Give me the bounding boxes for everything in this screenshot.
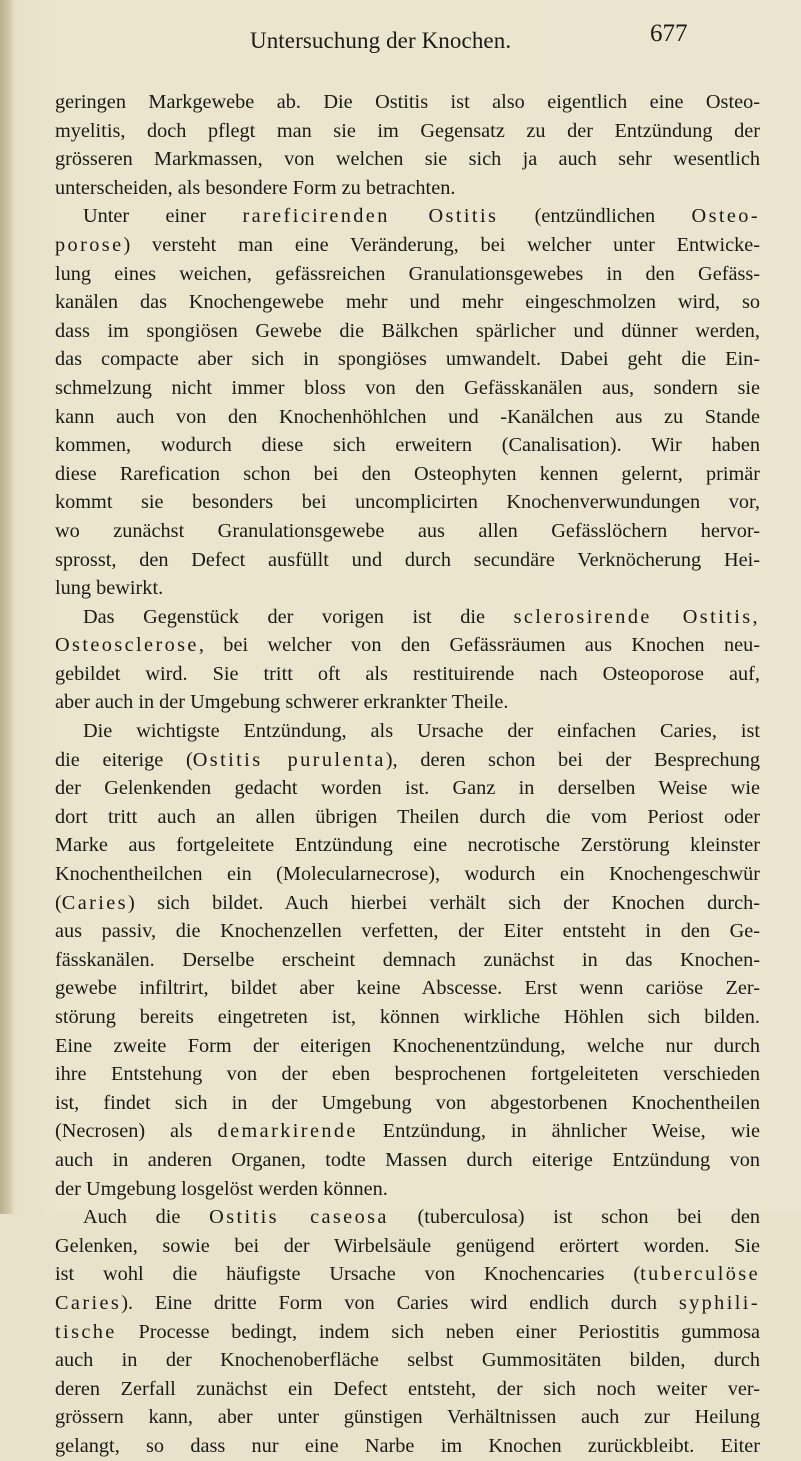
text-line xyxy=(55,345,760,374)
text-line xyxy=(55,1318,760,1347)
text-line xyxy=(55,1375,760,1404)
text-segment: geringen Markgewebe ab. Die Ostitis ist also eigentlich eine Osteo- xyxy=(55,91,760,113)
text-segment: unterscheiden, als besondere Form zu betrachten. xyxy=(55,176,456,199)
text-line xyxy=(55,431,760,460)
text-line xyxy=(55,260,760,289)
text-line xyxy=(55,603,760,632)
text-line xyxy=(55,660,760,689)
text-segment: grössern kann, aber unter günstigen Verhältnissen auch zur Heilung xyxy=(55,1406,760,1429)
text-line xyxy=(55,1432,760,1461)
text-segment: Eine zweite Form der eiterigen Knochenentzündung, welche nur durch xyxy=(55,1034,760,1057)
text-segment: dort tritt auch an allen übrigen Theilen durch die vom Periost oder xyxy=(55,805,760,828)
text-line xyxy=(55,403,760,432)
text-segment: Entzündung, in ähnlicher Weise, wie xyxy=(357,1120,760,1143)
text-line xyxy=(55,574,760,603)
text-segment: (Necrosen) als xyxy=(55,1120,218,1143)
text-segment: kommen, wodurch diese sich erweitern (Canalisation). Wir haben xyxy=(55,434,760,457)
text-segment: Die wichtigste Entzündung, als Ursache der einfachen Caries, ist xyxy=(83,720,760,743)
spaced-term: Caries xyxy=(55,1291,122,1314)
text-line xyxy=(55,831,760,860)
text-line xyxy=(55,145,760,174)
text-line xyxy=(55,1032,760,1061)
text-line xyxy=(55,774,760,803)
text-segment: Das Gegenstück der vorigen ist die xyxy=(83,605,514,628)
text-segment: kann auch von den Knochenhöhlchen und -Kanälchen aus zu Stande xyxy=(55,405,760,428)
text-segment: (entzündlichen xyxy=(498,205,692,228)
text-segment: ihre Entstehung von der eben besprochenen fortgeleiteten verschieden xyxy=(55,1063,760,1086)
text-segment: (tuberculosa) ist schon bei den xyxy=(388,1206,760,1229)
text-segment: störung bereits eingetreten ist, können wirkliche Höhlen sich bilden. xyxy=(55,1006,760,1028)
text-segment: der Gelenkenden gedacht worden ist. Ganz in derselben Weise wie xyxy=(55,777,760,800)
text-line xyxy=(55,917,760,946)
text-segment: diese Rarefication schon bei den Osteophyten kennen gelernt, primär xyxy=(55,462,760,485)
spaced-term: demarkirende xyxy=(217,1120,358,1143)
text-segment: ), deren schon bei der Besprechung xyxy=(385,748,760,771)
text-segment: wo zunächst Granulationsgewebe aus allen Gefässlöchern hervor- xyxy=(55,519,760,542)
text-line xyxy=(55,1175,760,1204)
text-segment: Processe bedingt, indem sich neben einer Periostitis gummosa xyxy=(116,1320,760,1343)
text-segment: gebildet wird. Sie tritt oft als restituirende nach Osteoporose auf, xyxy=(55,662,760,685)
text-segment: ( xyxy=(55,891,62,914)
text-line xyxy=(55,546,760,575)
text-line xyxy=(55,1146,760,1175)
spaced-term: Ostitis purulenta xyxy=(192,748,386,771)
text-segment: fässkanälen. Derselbe erscheint demnach zunächst in das Knochen- xyxy=(55,948,760,971)
text-line xyxy=(55,946,760,975)
page-number: 677 xyxy=(650,20,688,47)
text-segment: ) sich bildet. Auch hierbei verhält sich der Knochen durch- xyxy=(127,891,760,914)
text-line xyxy=(55,202,760,231)
text-segment: aber auch in der Umgebung schwerer erkrankter Theile. xyxy=(55,691,509,714)
text-segment: das compacte aber sich in spongiöses umwandelt. Dabei geht die Ein- xyxy=(55,348,760,371)
text-segment: der Umgebung losgelöst werden können. xyxy=(55,1177,388,1200)
spaced-term: Osteo- xyxy=(691,205,761,228)
text-line xyxy=(55,1403,760,1432)
text-segment: auch in anderen Organen, todte Massen durch eiterige Entzündung von xyxy=(55,1148,760,1171)
text-segment: lung bewirkt. xyxy=(55,577,164,600)
text-segment: ). Eine dritte Form von Caries wird endlich durch xyxy=(121,1291,679,1314)
text-line xyxy=(55,1117,760,1146)
text-segment: Knochentheilchen ein (Molecularnecrose), wodurch ein Knochengeschwür xyxy=(55,863,760,886)
text-line xyxy=(55,488,760,517)
text-line xyxy=(55,717,760,746)
text-segment: sprosst, den Defect ausfüllt und durch secundäre Verknöcherung Hei- xyxy=(55,548,760,571)
text-line xyxy=(55,288,760,317)
text-segment: kanälen das Knochengewebe mehr und mehr eingeschmolzen wird, so xyxy=(55,291,760,314)
spaced-term: tische xyxy=(55,1320,117,1343)
text-line xyxy=(55,631,760,660)
text-segment: ist wohl die häufigste Ursache von Knochencaries ( xyxy=(55,1263,641,1286)
text-line xyxy=(55,1232,760,1261)
spaced-term: Caries xyxy=(61,891,128,914)
text-segment: kommt sie besonders bei uncomplicirten Knochenverwundungen vor, xyxy=(55,491,760,514)
text-segment: ) versteht man eine Veränderung, bei welcher unter Entwicke- xyxy=(123,233,760,256)
text-line xyxy=(55,88,760,117)
spaced-term: syphili- xyxy=(678,1291,760,1314)
text-line xyxy=(55,1260,760,1289)
text-segment: auch in der Knochenoberfläche selbst Gummositäten bilden, durch xyxy=(55,1349,760,1372)
text-segment: aus passiv, die Knochenzellen verfetten, der Eiter entsteht in den Ge- xyxy=(55,920,760,943)
spaced-term: Ostitis caseosa xyxy=(209,1206,389,1229)
text-segment: deren Zerfall zunächst ein Defect entsteht, der sich noch weiter ver- xyxy=(55,1377,760,1400)
text-segment: Unter einer xyxy=(83,205,243,228)
page-header xyxy=(250,20,750,60)
text-segment: ist, findet sich in der Umgebung von abgestorbenen Knochentheilen xyxy=(55,1091,760,1114)
text-line xyxy=(55,460,760,489)
text-line xyxy=(55,974,760,1003)
spaced-term: tuberculöse xyxy=(640,1263,760,1286)
text-line xyxy=(55,374,760,403)
text-segment: grösseren Markmassen, von welchen sie sich ja auch sehr wesentlich xyxy=(55,148,760,171)
text-line xyxy=(55,174,760,203)
text-segment: lung eines weichen, gefässreichen Granulationsgewebes in den Gefäss- xyxy=(55,262,760,285)
text-segment: Marke aus fortgeleitete Entzündung eine necrotische Zerstörung kleinster xyxy=(55,834,760,857)
text-segment: Auch die xyxy=(83,1206,210,1229)
body-text xyxy=(55,88,760,1461)
text-line xyxy=(55,517,760,546)
text-segment: gewebe infiltrirt, bildet aber keine Abscesse. Erst wenn cariöse Zer- xyxy=(55,977,760,1000)
text-line xyxy=(55,317,760,346)
spaced-term: porose xyxy=(55,233,124,256)
text-line xyxy=(55,1089,760,1118)
text-line xyxy=(55,1346,760,1375)
text-segment: Gelenken, sowie bei der Wirbelsäule genügend erörtert worden. Sie xyxy=(55,1234,760,1257)
spaced-term: sclerosirende Ostitis, xyxy=(513,605,760,628)
text-line xyxy=(55,889,760,918)
text-segment: schmelzung nicht immer bloss von den Gefässkanälen aus, sondern sie xyxy=(55,376,760,399)
spaced-term: rareficirenden Ostitis xyxy=(242,205,499,228)
text-segment: die eiterige ( xyxy=(55,748,193,771)
text-line xyxy=(55,860,760,889)
page-binding-shadow xyxy=(0,0,14,1214)
text-line xyxy=(55,1060,760,1089)
running-head: Untersuchung der Knochen. xyxy=(250,28,512,53)
spaced-term: Osteosclerose xyxy=(55,634,199,657)
text-segment: gelangt, so dass nur eine Narbe im Knochen zurückbleibt. Eiter xyxy=(55,1434,760,1457)
text-line xyxy=(55,1003,760,1032)
text-segment: , bei welcher von den Gefässräumen aus Knochen neu- xyxy=(198,634,760,657)
text-line xyxy=(55,117,760,146)
text-segment: myelitis, doch pflegt man sie im Gegensatz zu der Entzündung der xyxy=(55,119,760,142)
text-line xyxy=(55,688,760,717)
text-line xyxy=(55,803,760,832)
text-line xyxy=(55,231,760,260)
text-segment: dass im spongiösen Gewebe die Bälkchen spärlicher und dünner werden, xyxy=(55,319,760,342)
text-line xyxy=(55,746,760,775)
text-line xyxy=(55,1289,760,1318)
text-line xyxy=(55,1203,760,1232)
